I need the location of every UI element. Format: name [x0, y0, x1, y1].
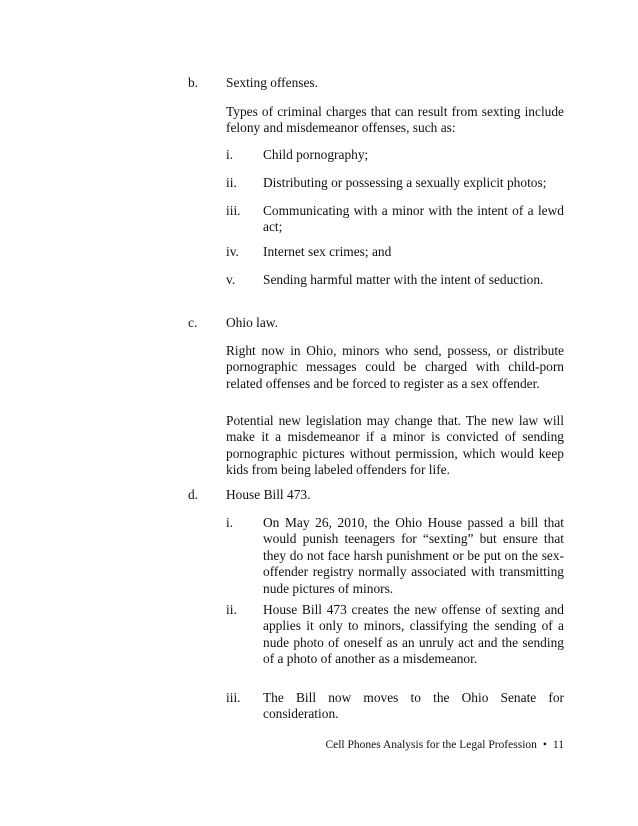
list-item-text: Child pornography;: [263, 147, 369, 162]
section-letter: b.: [188, 75, 199, 90]
list-item-number: iii.: [226, 203, 241, 218]
list-item-number: ii.: [226, 175, 237, 190]
section-paragraph: Right now in Ohio, minors who send, possess, or distribute pornographic messages could be charged with child-porn related offenses and be forced to register as a sex offender.: [226, 343, 564, 391]
list-item-number: ii.: [226, 602, 237, 617]
list-item-number: i.: [226, 515, 234, 530]
list-item-text: The Bill now moves to the Ohio Senate for consideration.: [263, 690, 564, 722]
list-item-number: i.: [226, 147, 234, 162]
list-item-text: House Bill 473 creates the new offense of sexting and applies it only to minors, classifying the sending of a nude photo of oneself as an unruly act and the sending of a photo of another as a misdemeanor.: [263, 602, 564, 667]
list-item-text: Distributing or possessing a sexually explicit photos;: [263, 175, 547, 190]
section-letter: d.: [188, 487, 199, 502]
section-paragraph: Types of criminal charges that can result from sexting include felony and misdemeanor offenses, such as:: [226, 104, 564, 136]
list-item-text: Sending harmful matter with the intent of seduction.: [263, 272, 544, 287]
section-heading: Sexting offenses.: [226, 75, 318, 90]
list-item-number: iv.: [226, 244, 239, 259]
list-item-text: Internet sex crimes; and: [263, 244, 392, 259]
page-footer: [290, 739, 564, 751]
page-number: 11: [552, 739, 564, 751]
section-heading: House Bill 473.: [226, 487, 311, 502]
section-letter: c.: [188, 315, 198, 330]
list-item-text: Communicating with a minor with the intent of a lewd act;: [263, 203, 564, 235]
section-paragraph: Potential new legislation may change that. The new law will make it a misdemeanor if a minor is convicted of sending pornographic pictures without permission, which would keep kids from being labeled offenders for life.: [226, 413, 564, 478]
footer-title: Cell Phones Analysis for the Legal Profession: [325, 739, 537, 751]
list-item-text: On May 26, 2010, the Ohio House passed a bill that would punish teenagers for “sexting” but ensure that they do not face harsh punishment or be put on the sex-offender registry normally associated with transmitting nude pictures of minors.: [263, 515, 564, 596]
section-heading: Ohio law.: [226, 315, 278, 330]
list-item-number: iii.: [226, 690, 241, 705]
list-item-number: v.: [226, 272, 236, 287]
footer-separator: •: [542, 739, 547, 751]
